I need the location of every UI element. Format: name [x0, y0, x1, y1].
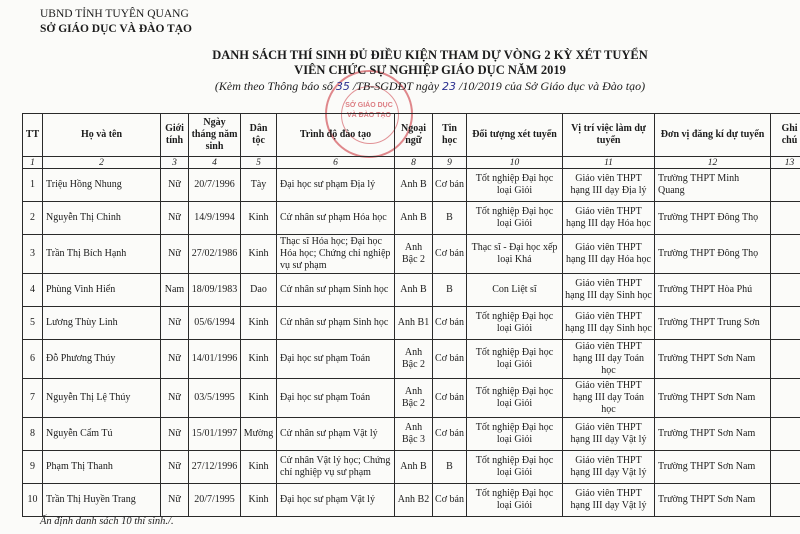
table-cell: Nữ	[161, 484, 189, 517]
table-cell: Kinh	[241, 451, 277, 484]
column-header: Trình độ đào tạo	[277, 114, 395, 157]
table-cell: Anh B2	[395, 484, 433, 517]
table-cell: Triệu Hồng Nhung	[43, 169, 161, 202]
table-cell: Cơ bản	[433, 340, 467, 379]
table-cell: Cơ bản	[433, 307, 467, 340]
table-cell: 27/12/1996	[189, 451, 241, 484]
table-cell: Nguyễn Thị Chinh	[43, 202, 161, 235]
table-cell: Kinh	[241, 235, 277, 274]
document-header	[40, 7, 192, 37]
table-cell: Trường THPT Đông Thọ	[655, 235, 771, 274]
title-line-2: VIÊN CHỨC SỰ NGHIỆP GIÁO DỤC NĂM 2019	[294, 63, 566, 77]
table-cell: Trường THPT Minh Quang	[655, 169, 771, 202]
table-cell: Tốt nghiệp Đại học loại Giỏi	[467, 202, 563, 235]
table-cell: Đại học sư phạm Toán	[277, 379, 395, 418]
table-cell: Anh Bậc 3	[395, 418, 433, 451]
column-number: 8	[395, 157, 433, 169]
table-cell: Phạm Thị Thanh	[43, 451, 161, 484]
table-cell: Anh B	[395, 202, 433, 235]
table-cell: 18/09/1983	[189, 274, 241, 307]
table-cell: 2	[23, 202, 43, 235]
table-cell: Kinh	[241, 202, 277, 235]
table-cell: Dao	[241, 274, 277, 307]
table-cell: Cử nhân sư phạm Hóa học	[277, 202, 395, 235]
column-header: Giới tính	[161, 114, 189, 157]
table-cell	[771, 235, 800, 274]
table-cell: 3	[23, 235, 43, 274]
table-cell: 7	[23, 379, 43, 418]
table-cell: Tốt nghiệp Đại học loại Giỏi	[467, 379, 563, 418]
column-number: 10	[467, 157, 563, 169]
table-cell	[771, 379, 800, 418]
table-cell: 6	[23, 340, 43, 379]
official-stamp: SỞ GIÁO DỤC VÀ ĐÀO TẠO	[325, 70, 413, 158]
column-number: 4	[189, 157, 241, 169]
column-number: 11	[563, 157, 655, 169]
table-cell	[771, 418, 800, 451]
table-cell: Tày	[241, 169, 277, 202]
table-cell: Cơ bản	[433, 484, 467, 517]
column-number: 1	[23, 157, 43, 169]
column-header: TT	[23, 114, 43, 157]
table-cell: Cơ bản	[433, 169, 467, 202]
column-number: 5	[241, 157, 277, 169]
table-cell: Nữ	[161, 379, 189, 418]
table-cell: Anh B1	[395, 307, 433, 340]
column-header: Ngoại ngữ	[395, 114, 433, 157]
table-row	[23, 274, 800, 307]
table-row	[23, 379, 800, 418]
table-cell: Cử nhân sư phạm Sinh học	[277, 274, 395, 307]
table-cell: Anh B	[395, 169, 433, 202]
column-number: 2	[43, 157, 161, 169]
department-name: SỞ GIÁO DỤC VÀ ĐÀO TẠO	[40, 23, 192, 35]
column-header: Ngày tháng năm sinh	[189, 114, 241, 157]
table-cell: Tốt nghiệp Đại học loại Giỏi	[467, 451, 563, 484]
table-cell: Kinh	[241, 340, 277, 379]
table-cell: Cơ bản	[433, 418, 467, 451]
table-cell: Giáo viên THPT hạng III dạy Sinh học	[563, 307, 655, 340]
table-row	[23, 235, 800, 274]
table-cell: Đại học sư phạm Vật lý	[277, 484, 395, 517]
table-cell: Anh Bậc 2	[395, 235, 433, 274]
table-cell	[771, 274, 800, 307]
column-header: Đơn vị đăng kí dự tuyển	[655, 114, 771, 157]
table-cell: Cử nhân sư phạm Vật lý	[277, 418, 395, 451]
table-cell: Giáo viên THPT hạng III dạy Vật lý	[563, 484, 655, 517]
table-cell: Cơ bản	[433, 379, 467, 418]
title-subline: (Kèm theo Thông báo số 35 /TB-SGDĐT ngày 23 /10/2019 của Sở Giáo dục và Đào tạo)	[214, 79, 646, 93]
table-cell: 10	[23, 484, 43, 517]
table-cell: Trường THPT Sơn Nam	[655, 418, 771, 451]
table-cell: Thạc sĩ - Đại học xếp loại Khá	[467, 235, 563, 274]
table-cell: Giáo viên THPT hạng III dạy Sinh học	[563, 274, 655, 307]
header-row	[23, 114, 800, 157]
table-cell: Nữ	[161, 202, 189, 235]
column-number-row	[23, 157, 800, 169]
table-cell: 9	[23, 451, 43, 484]
table-row	[23, 169, 800, 202]
table-cell: Trường THPT Trung Sơn	[655, 307, 771, 340]
table-cell: Giáo viên THPT hạng III dạy Toán học	[563, 379, 655, 418]
table-cell: Trần Thị Bích Hạnh	[43, 235, 161, 274]
table-cell: 1	[23, 169, 43, 202]
column-header: Dân tộc	[241, 114, 277, 157]
table-cell: 4	[23, 274, 43, 307]
handwritten-day: 23	[442, 80, 457, 93]
column-header: Đối tượng xét tuyển	[467, 114, 563, 157]
table-cell: Tốt nghiệp Đại học loại Giỏi	[467, 307, 563, 340]
table-cell: Cơ bản	[433, 235, 467, 274]
table-cell: Cử nhân Vật lý học; Chứng chỉ nghiệp vụ sư phạm	[277, 451, 395, 484]
table-cell: Anh Bậc 2	[395, 379, 433, 418]
table-cell: Giáo viên THPT hạng III dạy Toán học	[563, 340, 655, 379]
table-cell: 14/01/1996	[189, 340, 241, 379]
table-row	[23, 340, 800, 379]
column-header: Ghi chú	[771, 114, 800, 157]
table-cell: 27/02/1986	[189, 235, 241, 274]
table-cell: B	[433, 274, 467, 307]
table-cell: Đại học sư phạm Địa lý	[277, 169, 395, 202]
table-cell: Nữ	[161, 235, 189, 274]
table-cell: 14/9/1994	[189, 202, 241, 235]
table-row	[23, 451, 800, 484]
table-cell	[771, 451, 800, 484]
table-cell: 20/7/1996	[189, 169, 241, 202]
table-cell	[771, 202, 800, 235]
table-cell: Trường THPT Hòa Phú	[655, 274, 771, 307]
table-cell: 03/5/1995	[189, 379, 241, 418]
table-cell: Nguyễn Thị Lệ Thúy	[43, 379, 161, 418]
table-cell: Giáo viên THPT hạng III dạy Hóa học	[563, 202, 655, 235]
table-cell: Trường THPT Sơn Nam	[655, 451, 771, 484]
table-cell: Anh Bậc 2	[395, 340, 433, 379]
table-cell: Kinh	[241, 484, 277, 517]
table-cell: Trường THPT Đông Thọ	[655, 202, 771, 235]
table-cell: 05/6/1994	[189, 307, 241, 340]
table-cell: B	[433, 202, 467, 235]
table-cell: 20/7/1995	[189, 484, 241, 517]
table-cell: Giáo viên THPT hạng III dạy Hóa học	[563, 235, 655, 274]
table-cell: Lương Thùy Linh	[43, 307, 161, 340]
table-cell: 8	[23, 418, 43, 451]
table-cell: 5	[23, 307, 43, 340]
column-number: 6	[277, 157, 395, 169]
table-cell: Đỗ Phương Thúy	[43, 340, 161, 379]
footnote: Ấn định danh sách 10 thí sinh./.	[40, 516, 174, 527]
column-header: Họ và tên	[43, 114, 161, 157]
table-cell: Nữ	[161, 169, 189, 202]
table-row	[23, 307, 800, 340]
table-row	[23, 202, 800, 235]
table-cell: Phùng Vinh Hiển	[43, 274, 161, 307]
table-cell: Kinh	[241, 307, 277, 340]
table-cell: Nam	[161, 274, 189, 307]
column-number: 12	[655, 157, 771, 169]
table-row	[23, 418, 800, 451]
table-cell: Giáo viên THPT hạng III dạy Địa lý	[563, 169, 655, 202]
table-cell: Anh B	[395, 274, 433, 307]
table-cell: Trường THPT Sơn Nam	[655, 379, 771, 418]
table-cell: Anh B	[395, 451, 433, 484]
table-cell: Giáo viên THPT hạng III dạy Vật lý	[563, 418, 655, 451]
column-number: 9	[433, 157, 467, 169]
table-cell: Thạc sĩ Hóa học; Đại học Hóa học; Chứng chỉ nghiệp vụ sư phạm	[277, 235, 395, 274]
table-cell: Trần Thị Huyền Trang	[43, 484, 161, 517]
table-cell: Trường THPT Sơn Nam	[655, 484, 771, 517]
table-cell: 15/01/1997	[189, 418, 241, 451]
table-cell: Trường THPT Sơn Nam	[655, 340, 771, 379]
column-header: Tin học	[433, 114, 467, 157]
table-cell: Nữ	[161, 340, 189, 379]
table-cell: Kinh	[241, 379, 277, 418]
column-number: 3	[161, 157, 189, 169]
table-cell: Đại học sư phạm Toán	[277, 340, 395, 379]
table-row	[23, 484, 800, 517]
table-cell: Nữ	[161, 418, 189, 451]
table-cell	[771, 484, 800, 517]
title-line-1: DANH SÁCH THÍ SINH ĐỦ ĐIỀU KIỆN THAM DỰ VÒNG 2 KỲ XÉT TUYỂN	[212, 48, 648, 62]
table-cell	[771, 307, 800, 340]
table-cell: B	[433, 451, 467, 484]
table-cell: Tốt nghiệp Đại học loại Giỏi	[467, 169, 563, 202]
table-cell: Nữ	[161, 307, 189, 340]
table-cell: Con Liệt sĩ	[467, 274, 563, 307]
table-cell: Tốt nghiệp Đại học loại Giỏi	[467, 484, 563, 517]
column-number: 13	[771, 157, 800, 169]
table-cell: Nguyễn Cẩm Tú	[43, 418, 161, 451]
table-cell	[771, 340, 800, 379]
table-cell: Cử nhân sư phạm Sinh học	[277, 307, 395, 340]
table-cell	[771, 169, 800, 202]
handwritten-number: 35	[335, 80, 350, 93]
table-cell: Tốt nghiệp Đại học loại Giỏi	[467, 418, 563, 451]
table-cell: Nữ	[161, 451, 189, 484]
table-cell: Tốt nghiệp Đại học loại Giỏi	[467, 340, 563, 379]
table-cell: Mường	[241, 418, 277, 451]
table-cell: Giáo viên THPT hạng III dạy Vật lý	[563, 451, 655, 484]
candidate-table	[22, 113, 800, 517]
document-title	[150, 48, 710, 95]
agency-name: UBND TỈNH TUYÊN QUANG	[40, 8, 189, 20]
column-header: Vị trí việc làm dự tuyển	[563, 114, 655, 157]
